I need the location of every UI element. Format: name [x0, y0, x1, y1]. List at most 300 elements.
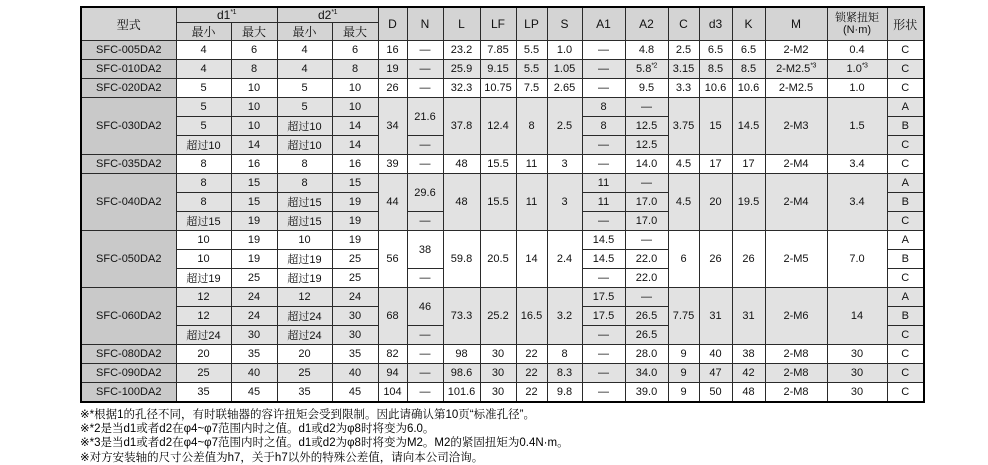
N-cell: 38 — [407, 231, 443, 269]
shape-cell: C — [887, 136, 924, 155]
LP-cell: 14 — [516, 231, 547, 288]
LP-cell: 22 — [516, 364, 547, 383]
d2-max-cell: 19 — [332, 231, 378, 250]
d3-cell: 50 — [699, 383, 732, 402]
D-cell: 104 — [378, 383, 407, 402]
shape-cell: C — [887, 79, 924, 98]
S-cell: 8.3 — [547, 364, 582, 383]
shape-cell: C — [887, 212, 924, 231]
table-row — [81, 155, 924, 174]
model-cell: SFC-035DA2 — [81, 155, 176, 174]
M-cell: 2-M2 — [765, 41, 827, 60]
M-cell: 2-M8 — [765, 364, 827, 383]
d1-min-cell: 超过19 — [176, 269, 231, 288]
torque-cell: 30 — [827, 345, 887, 364]
A1-cell: — — [582, 269, 625, 288]
M-cell: 2-M3 — [765, 98, 827, 155]
M-cell: 2-M6 — [765, 288, 827, 345]
L-cell: 48 — [443, 155, 480, 174]
d2-max-cell: 24 — [332, 288, 378, 307]
spec-table — [80, 6, 925, 403]
M-cell: 2-M2.5$^{*3}$ — [765, 60, 827, 79]
model-cell: SFC-050DA2 — [81, 231, 176, 288]
LP-cell: 8 — [516, 98, 547, 155]
K-cell: 31 — [732, 288, 765, 345]
d2-max-cell: 19 — [332, 212, 378, 231]
A2-cell: 17.0 — [625, 212, 668, 231]
N-cell: 46 — [407, 288, 443, 326]
d1-max-cell: 25 — [231, 269, 277, 288]
header-N: N — [407, 7, 443, 41]
d1-min-cell: 超过24 — [176, 326, 231, 345]
L-cell: 73.3 — [443, 288, 480, 345]
shape-cell: C — [887, 269, 924, 288]
N-cell: 21.6 — [407, 98, 443, 136]
A2-cell: — — [625, 288, 668, 307]
d2-max-cell: 8 — [332, 60, 378, 79]
table-row — [81, 41, 924, 60]
LF-cell: 25.2 — [480, 288, 516, 345]
d1-max-cell: 10 — [231, 79, 277, 98]
table-row — [81, 98, 924, 117]
C-cell: 2.5 — [668, 41, 699, 60]
A2-cell: 5.8$^{*2}$ — [625, 60, 668, 79]
d1-min-cell: 5 — [176, 98, 231, 117]
header-LF: LF — [480, 7, 516, 41]
d1-max-cell: 30 — [231, 326, 277, 345]
header-D: D — [378, 7, 407, 41]
d2-min-cell: 超过19 — [277, 250, 332, 269]
d2-min-cell: 4 — [277, 60, 332, 79]
table-row — [81, 174, 924, 193]
d1-max-cell: 40 — [231, 364, 277, 383]
N-cell: — — [407, 212, 443, 231]
d1-max-cell: 15 — [231, 193, 277, 212]
d2-min-cell: 25 — [277, 364, 332, 383]
shape-cell: A — [887, 231, 924, 250]
S-cell: 1.05 — [547, 60, 582, 79]
A1-cell: 17.5 — [582, 288, 625, 307]
d1-min-cell: 8 — [176, 155, 231, 174]
shape-cell: B — [887, 307, 924, 326]
d1-max-cell: 45 — [231, 383, 277, 402]
torque-label-line1: 锁紧扭矩 — [829, 12, 886, 24]
d2-min-cell: 超过10 — [277, 117, 332, 136]
footnote-mark: *3 — [810, 62, 816, 69]
A1-cell: — — [582, 79, 625, 98]
shape-cell: B — [887, 117, 924, 136]
K-cell: 48 — [732, 383, 765, 402]
torque-cell: 30 — [827, 364, 887, 383]
C-cell: 9 — [668, 345, 699, 364]
D-cell: 68 — [378, 288, 407, 345]
model-cell: SFC-100DA2 — [81, 383, 176, 402]
LF-cell: 15.5 — [480, 155, 516, 174]
torque-cell: 3.4 — [827, 174, 887, 231]
header-L: L — [443, 7, 480, 41]
shape-cell: B — [887, 193, 924, 212]
header-d2-min: 最小 — [277, 23, 332, 41]
S-cell: 2.4 — [547, 231, 582, 288]
footnote: ※*2是当d1或者d2在φ4~φ7范围内时之值。d1或d2为φ8时将变为6.0。 — [80, 422, 988, 436]
LF-cell: 30 — [480, 345, 516, 364]
d1-max-cell: 24 — [231, 288, 277, 307]
d3-cell: 40 — [699, 345, 732, 364]
d2-max-cell: 19 — [332, 193, 378, 212]
d2-max-cell: 25 — [332, 250, 378, 269]
d2-max-cell: 14 — [332, 117, 378, 136]
model-cell: SFC-090DA2 — [81, 364, 176, 383]
K-cell: 26 — [732, 231, 765, 288]
LF-cell: 30 — [480, 383, 516, 402]
N-cell: — — [407, 383, 443, 402]
d1-min-cell: 25 — [176, 364, 231, 383]
d2-footnote-mark: *1 — [331, 9, 337, 16]
d2-max-cell: 25 — [332, 269, 378, 288]
S-cell: 2.65 — [547, 79, 582, 98]
footnote: ※*根据1的孔径不同，有时联轴器的容许扭矩会受到限制。因此请确认第10页“标准孔径”。 — [80, 408, 988, 422]
d2-max-cell: 30 — [332, 307, 378, 326]
model-cell: SFC-010DA2 — [81, 60, 176, 79]
footnote-mark: *3 — [862, 62, 868, 69]
d1-max-cell: 6 — [231, 41, 277, 60]
header-torque — [827, 7, 887, 41]
LP-cell: 22 — [516, 345, 547, 364]
torque-cell: 14 — [827, 288, 887, 345]
d2-max-cell: 10 — [332, 79, 378, 98]
M-cell: 2-M8 — [765, 345, 827, 364]
N-cell: — — [407, 60, 443, 79]
d2-max-cell: 35 — [332, 345, 378, 364]
LF-cell: 10.75 — [480, 79, 516, 98]
d1-max-cell: 14 — [231, 136, 277, 155]
D-cell: 19 — [378, 60, 407, 79]
d3-cell: 31 — [699, 288, 732, 345]
table-row — [81, 345, 924, 364]
shape-cell: A — [887, 98, 924, 117]
A1-cell: 14.5 — [582, 231, 625, 250]
K-cell: 17 — [732, 155, 765, 174]
footnote-mark: *2 — [651, 62, 657, 69]
header-d1-max: 最大 — [231, 23, 277, 41]
M-cell: 2-M4 — [765, 155, 827, 174]
S-cell: 2.5 — [547, 98, 582, 155]
d1-min-cell: 10 — [176, 231, 231, 250]
K-cell: 38 — [732, 345, 765, 364]
header-K: K — [732, 7, 765, 41]
C-cell: 6 — [668, 231, 699, 288]
D-cell: 16 — [378, 41, 407, 60]
C-cell: 4.5 — [668, 174, 699, 231]
A1-cell: — — [582, 136, 625, 155]
LF-cell: 30 — [480, 364, 516, 383]
LF-cell: 7.85 — [480, 41, 516, 60]
C-cell: 4.5 — [668, 155, 699, 174]
shape-cell: C — [887, 345, 924, 364]
shape-cell: A — [887, 174, 924, 193]
A1-cell: 11 — [582, 193, 625, 212]
d2-min-cell: 8 — [277, 155, 332, 174]
LP-cell: 5.5 — [516, 60, 547, 79]
header-d1-min: 最小 — [176, 23, 231, 41]
header-model: 型式 — [81, 7, 176, 41]
d1-min-cell: 4 — [176, 60, 231, 79]
D-cell: 94 — [378, 364, 407, 383]
model-cell: SFC-020DA2 — [81, 79, 176, 98]
A1-cell: 8 — [582, 98, 625, 117]
C-cell: 3.15 — [668, 60, 699, 79]
A1-cell: 17.5 — [582, 307, 625, 326]
d1-max-cell: 10 — [231, 98, 277, 117]
torque-label-line2: (N·m) — [829, 24, 886, 36]
L-cell: 98 — [443, 345, 480, 364]
d2-min-cell: 5 — [277, 98, 332, 117]
shape-cell: C — [887, 383, 924, 402]
A1-cell: — — [582, 155, 625, 174]
C-cell: 9 — [668, 383, 699, 402]
K-cell: 10.6 — [732, 79, 765, 98]
model-cell: SFC-030DA2 — [81, 98, 176, 155]
N-cell: 29.6 — [407, 174, 443, 212]
d2-min-cell: 4 — [277, 41, 332, 60]
table-header — [81, 7, 924, 41]
A1-cell: 14.5 — [582, 250, 625, 269]
K-cell: 42 — [732, 364, 765, 383]
d2-label: d2 — [318, 8, 331, 22]
header-S: S — [547, 7, 582, 41]
shape-cell: C — [887, 41, 924, 60]
L-cell: 23.2 — [443, 41, 480, 60]
LF-cell: 12.4 — [480, 98, 516, 155]
N-cell: — — [407, 364, 443, 383]
A1-cell: — — [582, 60, 625, 79]
d1-max-cell: 24 — [231, 307, 277, 326]
header-d1 — [176, 7, 277, 23]
table-row — [81, 288, 924, 307]
d1-min-cell: 5 — [176, 79, 231, 98]
A2-cell: 39.0 — [625, 383, 668, 402]
D-cell: 34 — [378, 98, 407, 155]
K-cell: 8.5 — [732, 60, 765, 79]
d1-max-cell: 19 — [231, 212, 277, 231]
header-d2 — [277, 7, 378, 23]
model-cell: SFC-005DA2 — [81, 41, 176, 60]
d1-min-cell: 8 — [176, 193, 231, 212]
d1-min-cell: 超过10 — [176, 136, 231, 155]
A1-cell: — — [582, 41, 625, 60]
C-cell: 3.3 — [668, 79, 699, 98]
d2-max-cell: 40 — [332, 364, 378, 383]
N-cell: — — [407, 41, 443, 60]
model-cell: SFC-060DA2 — [81, 288, 176, 345]
d1-max-cell: 19 — [231, 250, 277, 269]
table-row — [81, 231, 924, 250]
d2-max-cell: 30 — [332, 326, 378, 345]
N-cell: — — [407, 155, 443, 174]
d2-max-cell: 45 — [332, 383, 378, 402]
shape-cell: C — [887, 326, 924, 345]
footnotes — [80, 408, 988, 465]
D-cell: 82 — [378, 345, 407, 364]
d3-cell: 8.5 — [699, 60, 732, 79]
LP-cell: 5.5 — [516, 41, 547, 60]
d2-min-cell: 超过10 — [277, 136, 332, 155]
table-row — [81, 60, 924, 79]
torque-cell: 1.0 — [827, 79, 887, 98]
d3-cell: 6.5 — [699, 41, 732, 60]
d1-min-cell: 超过15 — [176, 212, 231, 231]
d2-max-cell: 16 — [332, 155, 378, 174]
D-cell: 44 — [378, 174, 407, 231]
d2-max-cell: 10 — [332, 98, 378, 117]
N-cell: — — [407, 269, 443, 288]
N-cell: — — [407, 326, 443, 345]
shape-cell: C — [887, 364, 924, 383]
A1-cell: 11 — [582, 174, 625, 193]
M-cell: 2-M2.5 — [765, 79, 827, 98]
d2-min-cell: 20 — [277, 345, 332, 364]
d3-cell: 10.6 — [699, 79, 732, 98]
table-body — [81, 41, 924, 402]
L-cell: 59.8 — [443, 231, 480, 288]
d3-cell: 17 — [699, 155, 732, 174]
d1-max-cell: 15 — [231, 174, 277, 193]
A1-cell: — — [582, 364, 625, 383]
shape-cell: A — [887, 288, 924, 307]
d1-max-cell: 10 — [231, 117, 277, 136]
LP-cell: 16.5 — [516, 288, 547, 345]
d1-max-cell: 19 — [231, 231, 277, 250]
M-cell: 2-M4 — [765, 174, 827, 231]
S-cell: 9.8 — [547, 383, 582, 402]
d2-min-cell: 超过19 — [277, 269, 332, 288]
N-cell: — — [407, 136, 443, 155]
d1-min-cell: 4 — [176, 41, 231, 60]
M-cell: 2-M8 — [765, 383, 827, 402]
d2-min-cell: 超过24 — [277, 307, 332, 326]
A2-cell: 12.5 — [625, 136, 668, 155]
L-cell: 32.3 — [443, 79, 480, 98]
d1-min-cell: 35 — [176, 383, 231, 402]
M-cell: 2-M5 — [765, 231, 827, 288]
LP-cell: 11 — [516, 155, 547, 174]
header-C: C — [668, 7, 699, 41]
L-cell: 25.9 — [443, 60, 480, 79]
d2-min-cell: 35 — [277, 383, 332, 402]
A2-cell: 28.0 — [625, 345, 668, 364]
header-shape: 形状 — [887, 7, 924, 41]
K-cell: 19.5 — [732, 174, 765, 231]
S-cell: 8 — [547, 345, 582, 364]
L-cell: 101.6 — [443, 383, 480, 402]
LF-cell: 15.5 — [480, 174, 516, 231]
footnote: ※*3是当d1或者d2在φ4~φ7范围内时之值。d1或d2为φ8时将变为M2。M2的紧固扭矩为0.4N·m。 — [80, 436, 988, 450]
D-cell: 56 — [378, 231, 407, 288]
A2-cell: 4.8 — [625, 41, 668, 60]
d2-min-cell: 超过15 — [277, 193, 332, 212]
N-cell: — — [407, 345, 443, 364]
A2-cell: 22.0 — [625, 269, 668, 288]
K-cell: 14.5 — [732, 98, 765, 155]
d3-cell: 15 — [699, 98, 732, 155]
LP-cell: 22 — [516, 383, 547, 402]
d2-max-cell: 15 — [332, 174, 378, 193]
A2-cell: 12.5 — [625, 117, 668, 136]
d1-max-cell: 16 — [231, 155, 277, 174]
A1-cell: 8 — [582, 117, 625, 136]
d1-max-cell: 8 — [231, 60, 277, 79]
A2-cell: — — [625, 174, 668, 193]
shape-cell: B — [887, 250, 924, 269]
shape-cell: C — [887, 60, 924, 79]
torque-cell: 1.5 — [827, 98, 887, 155]
L-cell: 48 — [443, 174, 480, 231]
LF-cell: 20.5 — [480, 231, 516, 288]
A1-cell: — — [582, 326, 625, 345]
L-cell: 37.8 — [443, 98, 480, 155]
d2-min-cell: 5 — [277, 79, 332, 98]
LP-cell: 11 — [516, 174, 547, 231]
A1-cell: — — [582, 345, 625, 364]
footnote: ※对方安装轴的尺寸公差值为h7，关于h7以外的特殊公差值，请向本公司洽询。 — [80, 451, 988, 465]
torque-cell: 3.4 — [827, 155, 887, 174]
A2-cell: 9.5 — [625, 79, 668, 98]
d2-min-cell: 超过15 — [277, 212, 332, 231]
S-cell: 3 — [547, 174, 582, 231]
header-LP: LP — [516, 7, 547, 41]
A2-cell: 26.5 — [625, 307, 668, 326]
S-cell: 3 — [547, 155, 582, 174]
d1-label: d1 — [217, 8, 230, 22]
D-cell: 39 — [378, 155, 407, 174]
A1-cell: — — [582, 383, 625, 402]
d1-footnote-mark: *1 — [230, 9, 236, 16]
N-cell: — — [407, 79, 443, 98]
header-A1: A1 — [582, 7, 625, 41]
torque-cell: 1.0$^{*3}$ — [827, 60, 887, 79]
model-cell: SFC-080DA2 — [81, 345, 176, 364]
d1-min-cell: 12 — [176, 288, 231, 307]
d1-min-cell: 12 — [176, 307, 231, 326]
L-cell: 98.6 — [443, 364, 480, 383]
d2-max-cell: 6 — [332, 41, 378, 60]
d1-min-cell: 10 — [176, 250, 231, 269]
C-cell: 9 — [668, 364, 699, 383]
d2-min-cell: 12 — [277, 288, 332, 307]
A2-cell: 17.0 — [625, 193, 668, 212]
d2-min-cell: 超过24 — [277, 326, 332, 345]
d2-min-cell: 10 — [277, 231, 332, 250]
LP-cell: 7.5 — [516, 79, 547, 98]
d3-cell: 20 — [699, 174, 732, 231]
LF-cell: 9.15 — [480, 60, 516, 79]
A1-cell: — — [582, 212, 625, 231]
d2-max-cell: 14 — [332, 136, 378, 155]
S-cell: 1.0 — [547, 41, 582, 60]
shape-cell: C — [887, 155, 924, 174]
C-cell: 7.75 — [668, 288, 699, 345]
d1-min-cell: 8 — [176, 174, 231, 193]
S-cell: 3.2 — [547, 288, 582, 345]
torque-cell: 30 — [827, 383, 887, 402]
A2-cell: 26.5 — [625, 326, 668, 345]
A2-cell: 22.0 — [625, 250, 668, 269]
header-d3: d3 — [699, 7, 732, 41]
C-cell: 3.75 — [668, 98, 699, 155]
A2-cell: 14.0 — [625, 155, 668, 174]
torque-cell: 7.0 — [827, 231, 887, 288]
header-M: M — [765, 7, 827, 41]
